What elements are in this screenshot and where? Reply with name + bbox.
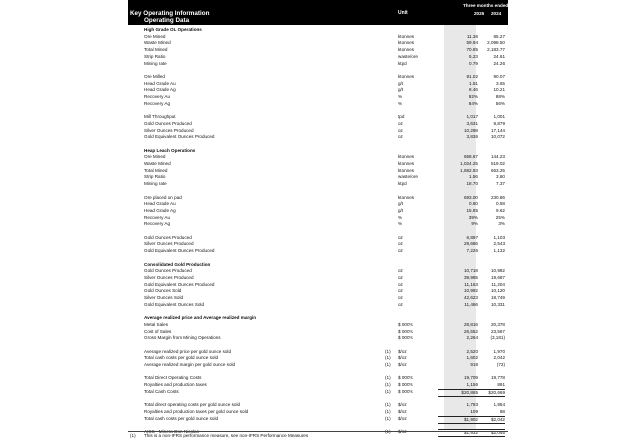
- value-2024: 25%: [495, 214, 505, 220]
- value-2025: 59.94: [466, 40, 478, 46]
- value-2024: 2,543: [493, 241, 505, 247]
- row-unit: oz: [398, 134, 403, 140]
- section-heading: [128, 262, 508, 268]
- value-2024: 10,331: [490, 301, 505, 307]
- row-label: Mining rate: [144, 60, 167, 66]
- row-note: (1): [385, 388, 391, 394]
- value-2024: 144.23: [490, 154, 505, 160]
- row-unit: oz: [398, 281, 403, 287]
- value-2025: 109: [470, 408, 478, 414]
- table-row: [128, 295, 508, 301]
- row-unit: $/oz: [398, 348, 407, 354]
- row-label: Average realized price and Average realized margin: [144, 315, 257, 321]
- spacer-row: [128, 141, 508, 147]
- value-2025: 1,017: [466, 114, 478, 120]
- value-2024: 17,144: [490, 127, 505, 133]
- value-2025: 39%: [468, 214, 478, 220]
- row-unit: ktonnes: [398, 33, 415, 39]
- value-2024: 10,072: [490, 134, 505, 140]
- value-2025: 8.46: [469, 87, 478, 93]
- value-2024: 9,879: [493, 120, 505, 126]
- value-2024: 56%: [495, 100, 505, 106]
- table-row: [128, 201, 508, 207]
- value-2025: 10,718: [463, 268, 478, 274]
- row-unit: $ 000's: [398, 328, 413, 334]
- value-2024: 3.60: [496, 174, 505, 180]
- value-2024: 1,954: [493, 402, 505, 408]
- table-row: [128, 47, 508, 53]
- row-label: Royalties and production taxes: [144, 382, 207, 388]
- table-row: [128, 168, 508, 174]
- row-label: Gold Equivalent Ounces Produced: [144, 134, 215, 140]
- row-note: (1): [385, 429, 391, 434]
- row-unit: g/t: [398, 207, 404, 213]
- value-2024: 230.86: [490, 194, 505, 200]
- row-unit: $ 000's: [398, 382, 413, 388]
- value-2024: 0.58: [496, 201, 505, 207]
- value-2025: 11,466: [464, 301, 478, 307]
- table-row: [128, 87, 508, 93]
- value-2024: 88: [499, 408, 505, 414]
- value-2025: 92%: [468, 94, 478, 99]
- row-unit: ktonnes: [398, 167, 415, 173]
- table-row: [128, 215, 508, 221]
- value-2024: 18,749: [490, 295, 505, 300]
- row-unit: g/t: [398, 201, 404, 207]
- table-row: [128, 161, 508, 167]
- row-label: Ore Mined: [144, 154, 166, 160]
- table-row: [128, 81, 508, 87]
- value-2024: 19,778: [490, 375, 505, 381]
- table-header: [128, 0, 523, 25]
- table-row: [128, 248, 508, 254]
- value-2024: 891: [497, 382, 505, 388]
- row-label: Gross Margin from Mining Operations: [144, 335, 221, 341]
- value-2025: 10,298: [463, 127, 478, 133]
- value-2024: 20,378: [490, 321, 505, 327]
- row-note: (1): [385, 348, 391, 354]
- spacer-row: [128, 188, 508, 194]
- row-label: Metal Sales: [144, 321, 169, 327]
- table-row: [128, 416, 508, 422]
- row-note: (1): [385, 362, 391, 367]
- value-2024: 1,970: [493, 348, 505, 354]
- value-2024: 2,042: [493, 355, 505, 361]
- value-2025: 11.36: [466, 33, 478, 39]
- row-unit: $/oz: [398, 362, 407, 367]
- value-2025: 10,992: [463, 288, 478, 294]
- section-heading: [128, 148, 508, 154]
- value-2024: 1,132: [493, 248, 505, 254]
- value-2025: 2,520: [466, 348, 478, 354]
- spacer-row: [128, 255, 508, 261]
- table-row: [128, 114, 508, 120]
- row-unit: %: [398, 94, 403, 99]
- spacer-row: [128, 228, 508, 234]
- row-label: Cost of Sales: [144, 328, 172, 334]
- value-2025: 5.23: [469, 53, 478, 59]
- year-2025-header: 2025: [474, 11, 485, 16]
- value-2025: 29,686: [463, 241, 478, 247]
- row-label: Recovery Au: [144, 214, 171, 220]
- table-row: [128, 288, 508, 294]
- value-2025: 1,793: [466, 402, 478, 408]
- table-row: [128, 382, 508, 388]
- row-unit: oz: [398, 120, 403, 126]
- row-label: Mining rate: [144, 181, 167, 187]
- row-label: Total Mined: [144, 47, 168, 53]
- value-2024: 10.21: [493, 87, 505, 93]
- row-unit: %: [398, 221, 403, 227]
- row-unit: oz: [398, 288, 403, 294]
- value-2025: 42,623: [463, 295, 478, 300]
- row-unit: ktonnes: [398, 73, 415, 79]
- row-unit: ktpd: [398, 60, 407, 66]
- row-unit: ktpd: [398, 181, 407, 187]
- row-unit: waste/ore: [398, 174, 418, 180]
- value-2025: 658.67: [463, 154, 478, 160]
- value-2024: 1,001: [493, 114, 505, 120]
- row-label: Strip Ratio: [144, 53, 166, 59]
- row-unit: oz: [398, 127, 403, 133]
- value-2024: 10,982: [490, 268, 505, 274]
- table-row: [128, 282, 508, 288]
- value-2024: 11,204: [491, 281, 505, 287]
- row-label: Total Direct Operating Costs: [144, 375, 202, 381]
- spacer-row: [128, 67, 508, 73]
- table-row: [128, 34, 508, 40]
- value-2025: 1,156: [466, 382, 478, 388]
- table-row: [128, 241, 508, 247]
- value-2024: 85.27: [493, 33, 505, 39]
- table-row: [128, 329, 508, 335]
- row-label: Recovery Au: [144, 94, 171, 99]
- value-2025: 693.00: [463, 194, 478, 200]
- row-unit: $ 000's: [398, 335, 413, 341]
- value-2024: 663.25: [490, 167, 505, 173]
- value-2025: $20,865: [438, 389, 478, 397]
- spacer-row: [128, 107, 508, 113]
- value-2025: 1,024.25: [460, 161, 478, 166]
- value-2025: 1.56: [469, 174, 478, 180]
- value-2024: 24.61: [493, 53, 505, 59]
- row-unit: %: [398, 214, 403, 220]
- value-2025: 0.80: [469, 201, 478, 207]
- row-label: Silver Ounces Produced: [144, 127, 194, 133]
- row-unit: oz: [398, 241, 403, 247]
- row-unit: %: [398, 100, 403, 106]
- row-unit: $ 000's: [398, 375, 413, 381]
- value-2025: 18.70: [466, 181, 478, 187]
- row-unit: oz: [398, 274, 403, 280]
- table-row: [128, 402, 508, 408]
- row-unit: oz: [398, 268, 403, 274]
- row-label: Head Grade Au: [144, 201, 176, 207]
- row-label: Total cash costs per gold ounce sold: [144, 355, 219, 361]
- row-unit: $/oz: [398, 355, 407, 361]
- row-label: Ore placed on pad: [144, 194, 182, 200]
- row-unit: ktonnes: [398, 161, 415, 166]
- value-2024: (3,181): [490, 335, 505, 341]
- value-2025: 91.02: [466, 73, 478, 79]
- row-unit: $ 000's: [398, 388, 413, 394]
- table-row: [128, 268, 508, 274]
- row-label: Total Mined: [144, 167, 168, 173]
- table-row: [128, 154, 508, 160]
- table-row: [128, 221, 508, 227]
- row-unit: tpd: [398, 114, 405, 120]
- value-2024: 2,098.50: [487, 40, 505, 46]
- table-row: [128, 275, 508, 281]
- row-label: Gold Equivalent Ounces Produced: [144, 248, 215, 254]
- table-row: [128, 40, 508, 46]
- row-note: (1): [385, 408, 391, 414]
- value-2024: 3%: [498, 221, 505, 227]
- value-2024: 88%: [495, 94, 505, 99]
- table-subtitle: Operating Data: [144, 17, 190, 24]
- value-2025: 3,631: [466, 120, 478, 126]
- spacer-row: [128, 369, 508, 375]
- value-2025: 1,682.93: [460, 167, 478, 173]
- row-label: Consolidated Gold Production: [144, 261, 211, 267]
- row-label: Silver Ounces Produced: [144, 274, 194, 280]
- table-row: [128, 322, 508, 328]
- table-row: [128, 121, 508, 127]
- value-2025: 11,163: [464, 281, 478, 287]
- row-unit: $/oz: [398, 429, 407, 434]
- row-unit: $/oz: [398, 408, 407, 414]
- value-2024: 7.37: [496, 181, 505, 187]
- row-note: (1): [385, 415, 391, 421]
- spacer-row: [128, 396, 508, 402]
- table-row: [128, 362, 508, 368]
- row-unit: oz: [398, 295, 403, 300]
- table-row: [128, 375, 508, 381]
- row-label: Gold Equivalent Ounces Produced: [144, 281, 215, 287]
- row-note: (1): [385, 382, 391, 388]
- table-row: [128, 349, 508, 355]
- spacer-row: [128, 308, 508, 314]
- table-row: [128, 134, 508, 140]
- value-2024: 3.65: [496, 80, 505, 86]
- row-label: Silver Ounces Sold: [144, 295, 184, 300]
- row-label: Ore Mined: [144, 33, 166, 39]
- value-2024: 90.07: [493, 73, 505, 79]
- table-row: [128, 61, 508, 67]
- value-2025: 1,602: [466, 355, 478, 361]
- row-label: Waste Mined: [144, 161, 171, 166]
- value-2024: 19,687: [490, 274, 505, 280]
- row-unit: waste/ore: [398, 53, 418, 59]
- table-row: [128, 128, 508, 134]
- row-unit: oz: [398, 248, 403, 254]
- row-label: Head Grade Ag: [144, 207, 176, 213]
- row-unit: ktonnes: [398, 47, 415, 53]
- value-2024: 519.02: [490, 161, 505, 166]
- row-unit: ktonnes: [398, 154, 415, 160]
- row-label: Heap Leach Operations: [144, 147, 196, 153]
- row-label: Mill Throughput: [144, 114, 176, 120]
- value-2024: 23,567: [490, 328, 505, 334]
- table-row: [128, 174, 508, 180]
- row-unit: $/oz: [398, 402, 407, 408]
- value-2024: $2,042: [475, 416, 505, 424]
- row-unit: g/t: [398, 87, 404, 93]
- table-row: [128, 235, 508, 241]
- row-label: Strip Ratio: [144, 174, 166, 180]
- table-row: [128, 101, 508, 107]
- row-label: Gold Ounces Produced: [144, 120, 192, 126]
- value-2025: 28,816: [463, 321, 478, 327]
- value-2024: (72): [496, 362, 505, 367]
- table-row: [128, 208, 508, 214]
- table-row: [128, 195, 508, 201]
- row-label: Average realized margin per gold ounce sold: [144, 362, 236, 367]
- table-row: [128, 355, 508, 361]
- value-2024: 2,183.77: [487, 47, 505, 53]
- row-unit: g/t: [398, 80, 404, 86]
- value-2025: 9%: [471, 221, 478, 227]
- row-label: Recovery Ag: [144, 100, 171, 106]
- value-2024: 10,120: [490, 288, 505, 294]
- row-label: Royalties and production taxes per gold ounce sold: [144, 408, 249, 414]
- value-2025: 70.85: [466, 47, 478, 53]
- footnote-text: This is a non-IFRS performance measure, see non-IFRS Performance Measures: [144, 433, 309, 438]
- row-label: Total direct operating costs per gold ounce sold: [144, 402, 241, 408]
- value-2025: 84%: [468, 100, 478, 106]
- period-header: Three months ended March: [463, 3, 523, 8]
- row-label: Total cash costs per gold ounce sold: [144, 415, 219, 421]
- value-2025: 39,985: [463, 274, 478, 280]
- value-2025: $1,902: [438, 416, 478, 424]
- value-2024: 24.26: [493, 60, 505, 66]
- value-2025: 6,897: [466, 234, 478, 240]
- row-label: Head Grade Au: [144, 80, 176, 86]
- row-unit: oz: [398, 301, 403, 307]
- year-2024-header: 2024: [491, 11, 502, 16]
- value-2025: 918: [470, 362, 478, 367]
- section-heading: [128, 27, 508, 33]
- value-2025: 3,836: [466, 134, 478, 140]
- value-2024: 9.62: [496, 207, 505, 213]
- row-label: Waste Mined: [144, 40, 171, 46]
- table-row: [128, 74, 508, 80]
- value-2025: 19,709: [463, 375, 478, 381]
- value-2025: $1,932: [438, 429, 478, 437]
- value-2024: $2,045: [475, 429, 505, 437]
- row-label: Gold Ounces Produced: [144, 234, 192, 240]
- footnote-marker: (1): [130, 433, 136, 438]
- value-2024: 1,103: [493, 234, 505, 240]
- row-label: High Grade OL Operations: [144, 27, 202, 32]
- table-title: Key Operating Information: [130, 10, 210, 17]
- row-unit: ktonnes: [398, 40, 415, 46]
- section-heading: [128, 315, 508, 321]
- row-label: Gold Ounces Sold: [144, 288, 182, 294]
- value-2025: 2,264: [466, 335, 478, 341]
- row-label: Head Grade Ag: [144, 87, 176, 93]
- row-label: AISC - Minera Don Nicolas: [144, 429, 199, 434]
- table-row: [128, 54, 508, 60]
- table-row: [128, 181, 508, 187]
- table-row: [128, 302, 508, 308]
- spacer-row: [128, 342, 508, 348]
- row-label: Average realized price per gold ounce sold: [144, 348, 231, 354]
- table-row: [128, 335, 508, 341]
- row-label: Gold Equivalent Ounces Sold: [144, 301, 205, 307]
- value-2025: 26,552: [463, 328, 478, 334]
- row-label: Recovery Ag: [144, 221, 171, 227]
- operating-data-table: [128, 0, 523, 440]
- row-unit: $/oz: [398, 415, 407, 421]
- value-2025: 7,226: [466, 248, 478, 254]
- row-unit: ktonnes: [398, 194, 415, 200]
- value-2024: $20,669: [475, 389, 505, 397]
- table-row: [128, 389, 508, 395]
- row-label: Silver Ounces Produced: [144, 241, 194, 247]
- row-unit: oz: [398, 234, 403, 240]
- row-note: (1): [385, 402, 391, 408]
- unit-column-header: Unit: [398, 10, 408, 16]
- value-2025: 1.51: [469, 80, 478, 86]
- row-unit: $ 000's: [398, 321, 413, 327]
- value-2025: 0.79: [469, 60, 478, 66]
- spacer-row: [128, 422, 508, 428]
- table-row: [128, 94, 508, 100]
- row-note: (1): [385, 375, 391, 381]
- value-2025: 15.85: [466, 207, 478, 213]
- row-note: (1): [385, 355, 391, 361]
- row-label: Gold Ounces Produced: [144, 268, 192, 274]
- row-label: Ore Milled: [144, 73, 165, 79]
- row-label: Total Cash Costs: [144, 388, 179, 394]
- table-row: [128, 409, 508, 415]
